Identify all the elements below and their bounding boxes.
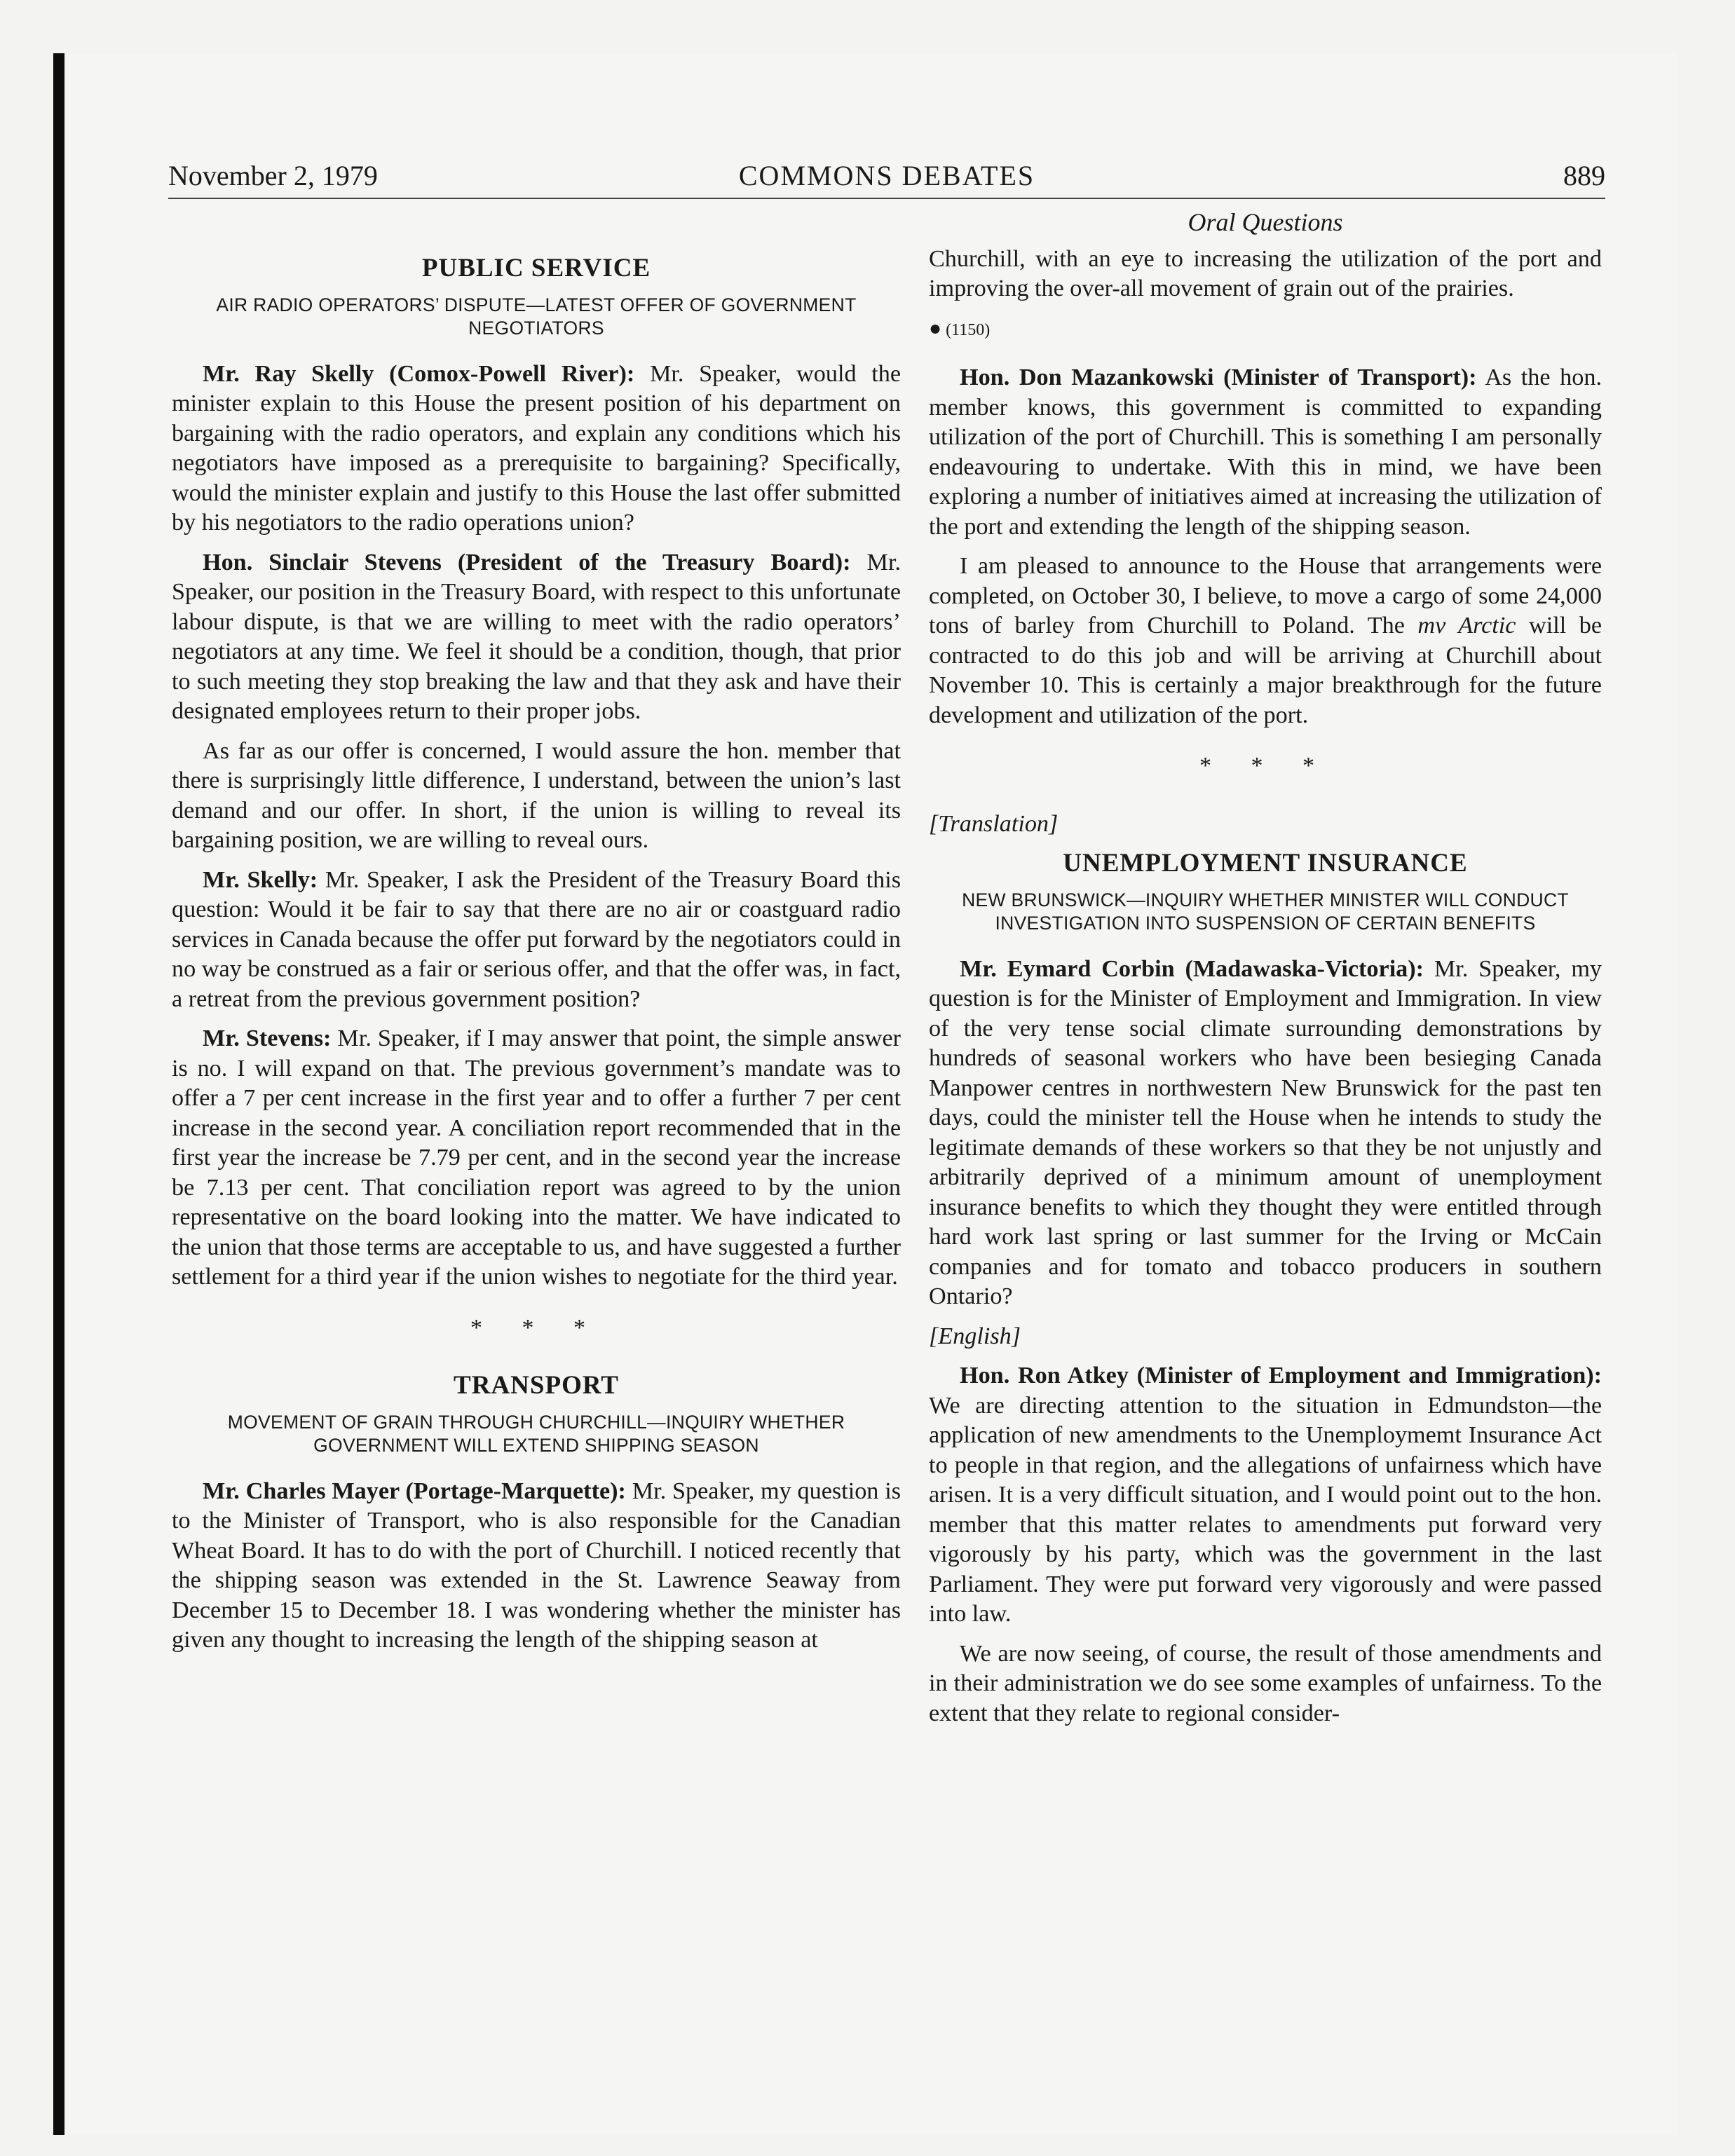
paragraph-text: Mr. Speaker, I ask the President of the Treasury Board this question: Would it be fair to say that there are no air or coastguard radio services in Canada because the offer put forward by the negotiators could in no way be construed as a fair or serious offer, and that the offer was, in fact, a retreat from the previous government position? bbox=[172, 866, 901, 1012]
section-subheading: MOVEMENT OF GRAIN THROUGH CHURCHILL—INQUIRY WHETHER GOVERNMENT WILL EXTEND SHIPPING SEASON bbox=[227, 1411, 845, 1456]
bullet-icon: ● bbox=[929, 316, 942, 340]
left-column bbox=[172, 210, 901, 1665]
paragraph bbox=[172, 1477, 901, 1656]
paragraph-text: We are now seeing, of course, the result of those amendments and in their administration we do see some examples of unfairness. To the extent that they relate to regional consider- bbox=[929, 1640, 1602, 1726]
paragraph bbox=[172, 737, 901, 856]
paragraph-text: Mr. Speaker, our position in the Treasury Board, with respect to this unfortunate labour dispute, is that we are willing to meet with the radio operators’ negotiators at any time. We feel it should be a condition, though, that prior to such meeting they stop breaking the law and that they ask and have their designated employees return to their proper jobs. bbox=[172, 549, 901, 724]
paragraph bbox=[172, 360, 901, 538]
section-subheading: AIR RADIO OPERATORS’ DISPUTE—LATEST OFFER OF GOVERNMENT NEGOTIATORS bbox=[216, 294, 857, 339]
paragraph bbox=[929, 245, 1602, 304]
section-title-transport: TRANSPORT bbox=[454, 1371, 619, 1400]
header-title: COMMONS DEBATES bbox=[738, 160, 1035, 191]
paragraph-text: Mr. Speaker, my question is to the Minister of Transport, who is also responsible for the Canadian Wheat Board. It has to do with the port of Churchill. I noticed recently that the shipping season was extended in the St. Lawrence Seaway from December 15 to December 18. I was wondering whether the minister has given any thought to increasing the length of the shipping season at bbox=[172, 1478, 901, 1653]
paragraph bbox=[929, 955, 1602, 1312]
speaker-name: Mr. Eymard Corbin (Madawaska-Victoria): bbox=[960, 955, 1424, 982]
section-subheading: NEW BRUNSWICK—INQUIRY WHETHER MINISTER WILL CONDUCT INVESTIGATION INTO SUSPENSION OF CERTAIN BENEFITS bbox=[962, 889, 1569, 934]
paragraph-text: Mr. Speaker, would the minister explain to this House the present position of his department on bargaining with the radio operators, and explain any conditions which his negotiators have imposed as a prerequisite to bargaining? Specifically, would the minister explain and justify to this House the last offer submitted by his negotiators to the radio operations union? bbox=[172, 360, 901, 535]
paragraph-text: We are directing attention to the situation in Edmundston—the application of new amendments to the Unemploymemt Insurance Act to people in that region, and the allegations of unfairness which have arisen. It is a very difficult situation, and I would point out to the hon. member that this matter relates to amendments put forward very vigorously by his party, which was the government in the last Parliament. They were put forward very vigorously and were passed into law. bbox=[929, 1392, 1602, 1627]
scan-edge bbox=[53, 53, 64, 2135]
time-marker bbox=[929, 314, 1602, 346]
paragraph bbox=[929, 1361, 1602, 1630]
speaker-name: Hon. Ron Atkey (Minister of Employment and Immigration): bbox=[960, 1363, 1602, 1389]
paragraph bbox=[929, 1639, 1602, 1729]
speaker-name: Hon. Sinclair Stevens (President of the Treasury Board): bbox=[203, 549, 851, 575]
paragraph-text: Churchill, with an eye to increasing the utilization of the port and improving the over-all movement of grain out of the prairies. bbox=[929, 245, 1602, 301]
section-title-unemployment-insurance: UNEMPLOYMENT INSURANCE bbox=[1063, 849, 1468, 878]
paragraph-text: As far as our offer is concerned, I would assure the hon. member that there is surprisingly little difference, I understand, between the union’s last demand and our offer. In short, if the union is willing to reveal its bargaining position, we are willing to reveal ours. bbox=[172, 737, 901, 853]
header-date: November 2, 1979 bbox=[168, 160, 378, 191]
speaker-name: Hon. Don Mazankowski (Minister of Transport): bbox=[960, 364, 1477, 390]
page-number: 889 bbox=[1563, 160, 1605, 191]
speaker-name: Mr. Skelly: bbox=[203, 866, 318, 893]
paragraph bbox=[929, 363, 1602, 542]
section-divider-stars: * * * bbox=[470, 1314, 602, 1341]
paragraph bbox=[172, 548, 901, 727]
speaker-name: Mr. Stevens: bbox=[203, 1025, 332, 1051]
paragraph-text: Mr. Speaker, my question is for the Minister of Employment and Immigration. In view of the very tense social climate surrounding demonstrations by hundreds of seasonal workers who have been besieging Canada Manpower centres in northwestern New Brunswick for the past ten days, could the minister tell the House when he intends to study the legitimate demands of these workers so that they be not unjustly and arbitrarily deprived of a minimum amount of unemployment insurance benefits to which they thought they were entitled through hard work last spring or last summer for the Irving or McCain companies and for tomato and tobacco producers in southern Ontario? bbox=[929, 955, 1603, 1309]
section-divider-stars: * * * bbox=[1199, 753, 1331, 779]
language-marker: [English] bbox=[929, 1323, 1021, 1349]
paragraph-text: As the hon. member knows, this government is committed to expanding utilization of the port of Churchill. This is something I am personally endeavouring to undertake. With this in mind, we have been exploring a number of initiatives aimed at increasing the utilization of the port and extending the length of the shipping season. bbox=[929, 364, 1602, 540]
paragraph bbox=[929, 552, 1602, 730]
paragraph-text: I am pleased to announce to the House that arrangements were completed, on October 30, I believe, to move a cargo of some 24,000 tons of barley from Churchill to Poland. The bbox=[929, 553, 1602, 639]
ship-name: mv Arctic bbox=[1417, 613, 1516, 639]
right-column bbox=[901, 207, 1602, 1738]
time-marker-text: (1150) bbox=[946, 320, 991, 339]
paragraph bbox=[172, 1024, 901, 1292]
paragraph-text: will be contracted to do this job and will be arriving at Churchill about November 10. This is certainly a major breakthrough for the future development and utilization of the port. bbox=[929, 613, 1602, 728]
paragraph-text: Mr. Speaker, if I may answer that point, the simple answer is no. I will expand on that. The previous government’s mandate was to offer a 7 per cent increase in the first year and to offer a further 7 per cent increase in the second year. A conciliation report recommended that in the first year the increase be 7.79 per cent, and in the second year the increase be 7.13 per cent. That conciliation report was agreed to by the union representative on the board looking into the matter. We have indicated to the union that those terms are acceptable to us, and have suggested a further settlement for a third year if the union wishes to negotiate for the third year. bbox=[172, 1025, 901, 1290]
speaker-name: Mr. Ray Skelly (Comox-Powell River): bbox=[203, 360, 635, 387]
speaker-name: Mr. Charles Mayer (Portage-Marquette): bbox=[203, 1478, 626, 1504]
page-header bbox=[168, 158, 1605, 199]
running-head-oral-questions: Oral Questions bbox=[1188, 208, 1343, 236]
section-title-public-service: PUBLIC SERVICE bbox=[421, 254, 651, 282]
language-marker: [Translation] bbox=[929, 810, 1059, 837]
paragraph bbox=[172, 866, 901, 1015]
